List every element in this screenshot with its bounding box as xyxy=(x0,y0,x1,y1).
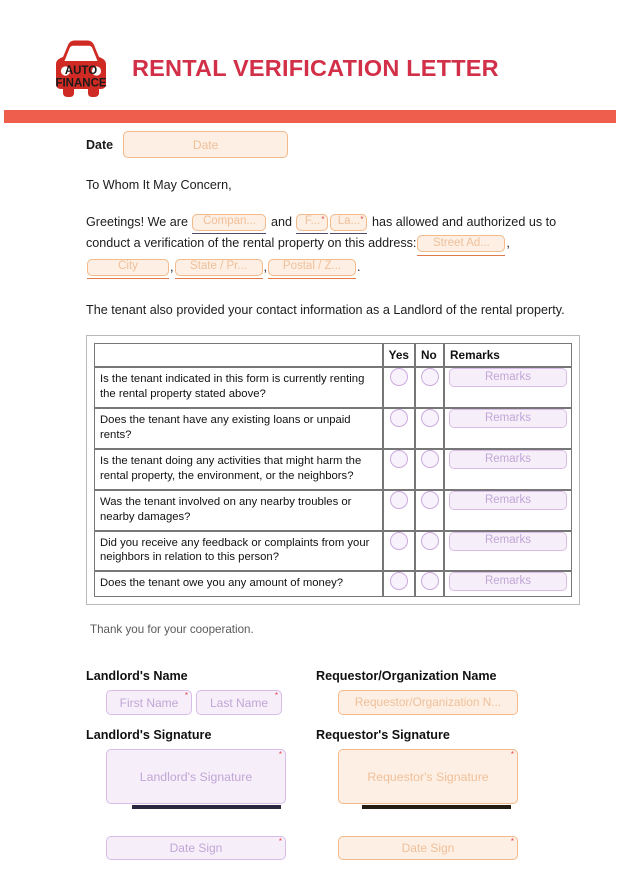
required-asterisk-icon: * xyxy=(321,214,325,224)
greeting-text-2: and xyxy=(270,214,292,229)
remarks-cell xyxy=(444,490,572,531)
remarks-input[interactable]: Remarks xyxy=(449,532,567,551)
no-radio-cell[interactable] xyxy=(415,367,444,408)
required-asterisk-icon: * xyxy=(184,691,188,701)
required-asterisk-icon: * xyxy=(274,691,278,701)
company-field-wrap xyxy=(192,213,266,235)
radio-yes-icon[interactable] xyxy=(390,491,408,509)
landlord-signature-input[interactable] xyxy=(106,749,286,804)
last-name-field-wrap xyxy=(330,213,367,235)
contact-note-text: The tenant also provided your contact information as a Landlord of the rental property. xyxy=(86,303,565,318)
landlord-signature-placeholder: Landlord's Signature xyxy=(139,769,253,784)
radio-no-icon[interactable] xyxy=(421,491,439,509)
no-radio-cell[interactable] xyxy=(415,531,444,572)
table-row xyxy=(94,571,572,597)
remarks-input[interactable]: Remarks xyxy=(449,450,567,469)
table-header-yes: Yes xyxy=(383,343,415,367)
landlord-last-name-input[interactable] xyxy=(196,690,282,715)
remarks-cell xyxy=(444,367,572,408)
address-line-2 xyxy=(86,258,580,280)
greeting-text-3: has allowed and authorized xyxy=(371,214,526,229)
requestor-signature-baseline xyxy=(362,805,511,809)
requestor-organization-input[interactable]: Requestor/Organization N... xyxy=(338,690,518,715)
no-radio-cell[interactable] xyxy=(415,571,444,597)
table-row xyxy=(94,367,572,408)
page-title: RENTAL VERIFICATION LETTER xyxy=(132,55,499,82)
table-row xyxy=(94,490,572,531)
tenant-first-name-input[interactable] xyxy=(296,214,328,231)
no-radio-cell[interactable] xyxy=(415,490,444,531)
question-text: Is the tenant indicated in this form is currently renting the rental property stated above? xyxy=(94,367,383,408)
landlord-last-name-placeholder: Last Name xyxy=(209,695,269,710)
company-input[interactable]: Compan... xyxy=(192,214,266,231)
street-address-input[interactable]: Street Ad... xyxy=(417,235,505,252)
postal-field-wrap xyxy=(268,258,356,280)
table-row xyxy=(94,531,572,572)
state-province-input[interactable]: State / Pr... xyxy=(175,259,263,276)
requestor-signature-input[interactable] xyxy=(338,749,518,804)
requestor-signature-heading: Requestor's Signature xyxy=(316,728,450,743)
table-header-no: No xyxy=(415,343,444,367)
requestor-name-heading: Requestor/Organization Name xyxy=(316,669,497,684)
landlord-signature-heading: Landlord's Signature xyxy=(86,728,212,743)
postal-zip-input[interactable]: Postal / Z... xyxy=(268,259,356,276)
radio-no-icon[interactable] xyxy=(421,532,439,550)
landlord-date-sign-wrap xyxy=(86,836,312,860)
question-text: Was the tenant involved on any nearby troubles or nearby damages? xyxy=(94,490,383,531)
period-1: . xyxy=(357,259,361,274)
car-logo-icon xyxy=(48,38,114,100)
tenant-last-name-placeholder: La... xyxy=(337,215,361,228)
header-accent-bar xyxy=(4,110,616,123)
first-name-field-wrap xyxy=(296,213,328,235)
document-body xyxy=(0,131,620,860)
remarks-cell xyxy=(444,571,572,597)
yes-radio-cell[interactable] xyxy=(383,490,415,531)
greeting-text-1: Greetings! We are xyxy=(86,214,188,229)
comma-3: , xyxy=(263,259,267,274)
question-text: Is the tenant doing any activities that might harm the rental property, the environment, or the neighbors? xyxy=(94,449,383,490)
signature-section xyxy=(86,669,580,860)
requestor-date-sign-wrap xyxy=(316,836,542,860)
landlord-name-row xyxy=(86,690,312,715)
tenant-first-name-placeholder: F... xyxy=(304,215,321,228)
greeting-text-4: us to conduct a verification of the rental property on this address: xyxy=(86,214,557,251)
logo-text-auto: AUTO xyxy=(64,65,98,77)
landlord-column xyxy=(86,669,312,860)
state-field-wrap xyxy=(175,258,263,280)
logo-text-finance: FINANCE xyxy=(55,77,107,90)
comma-2: , xyxy=(170,259,174,274)
greeting-paragraph xyxy=(86,213,580,280)
thank-you-text: Thank you for your cooperation. xyxy=(90,623,254,637)
remarks-input[interactable]: Remarks xyxy=(449,491,567,510)
required-asterisk-icon: * xyxy=(360,214,364,224)
remarks-input[interactable]: Remarks xyxy=(449,572,567,591)
requestor-date-sign-placeholder: Date Sign xyxy=(401,841,455,856)
radio-no-icon[interactable] xyxy=(421,572,439,590)
radio-yes-icon[interactable] xyxy=(390,368,408,386)
table-header-question xyxy=(94,343,383,367)
radio-no-icon[interactable] xyxy=(421,368,439,386)
yes-radio-cell[interactable] xyxy=(383,531,415,572)
remarks-cell xyxy=(444,531,572,572)
document-header xyxy=(0,0,620,100)
no-radio-cell[interactable] xyxy=(415,449,444,490)
questionnaire-container xyxy=(86,335,580,605)
radio-yes-icon[interactable] xyxy=(390,409,408,427)
date-label: Date xyxy=(86,137,114,152)
salutation-text: To Whom It May Concern, xyxy=(86,178,232,192)
comma-1: , xyxy=(506,236,510,251)
date-input[interactable]: Date xyxy=(123,131,288,158)
remarks-input[interactable]: Remarks xyxy=(449,409,567,428)
yes-radio-cell[interactable] xyxy=(383,571,415,597)
tenant-last-name-input[interactable] xyxy=(330,214,367,231)
radio-yes-icon[interactable] xyxy=(390,450,408,468)
landlord-first-name-placeholder: First Name xyxy=(119,695,179,710)
landlord-date-sign-input[interactable] xyxy=(106,836,286,860)
yes-radio-cell[interactable] xyxy=(383,408,415,449)
city-input[interactable]: City xyxy=(87,259,169,276)
street-field-wrap xyxy=(417,234,505,256)
landlord-signature-baseline xyxy=(132,805,281,809)
landlord-name-heading: Landlord's Name xyxy=(86,669,188,684)
date-row xyxy=(86,131,580,158)
table-row xyxy=(94,408,572,449)
questionnaire-table xyxy=(94,343,572,597)
table-header-row xyxy=(94,343,572,367)
required-asterisk-icon: * xyxy=(510,750,514,760)
landlord-date-sign-placeholder: Date Sign xyxy=(169,841,223,856)
required-asterisk-icon: * xyxy=(278,750,282,760)
radio-no-icon[interactable] xyxy=(421,450,439,468)
requestor-signature-wrap xyxy=(316,749,542,804)
yes-radio-cell[interactable] xyxy=(383,367,415,408)
landlord-signature-wrap xyxy=(86,749,312,804)
radio-yes-icon[interactable] xyxy=(390,572,408,590)
question-text: Does the tenant have any existing loans or unpaid rents? xyxy=(94,408,383,449)
requestor-name-row xyxy=(316,690,542,715)
radio-no-icon[interactable] xyxy=(421,409,439,427)
remarks-cell xyxy=(444,408,572,449)
yes-radio-cell[interactable] xyxy=(383,449,415,490)
question-text: Did you receive any feedback or complaints from your neighbors in relation to this person? xyxy=(94,531,383,572)
city-field-wrap xyxy=(87,258,169,280)
remarks-cell xyxy=(444,449,572,490)
no-radio-cell[interactable] xyxy=(415,408,444,449)
question-text: Does the tenant owe you any amount of money? xyxy=(94,571,383,597)
required-asterisk-icon: * xyxy=(510,837,514,847)
remarks-input[interactable]: Remarks xyxy=(449,368,567,387)
table-row xyxy=(94,449,572,490)
requestor-column xyxy=(316,669,542,860)
requestor-signature-placeholder: Requestor's Signature xyxy=(367,769,489,784)
auto-finance-logo xyxy=(48,38,114,100)
radio-yes-icon[interactable] xyxy=(390,532,408,550)
questionnaire-body xyxy=(94,367,572,597)
table-header-remarks: Remarks xyxy=(444,343,572,367)
landlord-first-name-input[interactable] xyxy=(106,690,192,715)
requestor-date-sign-input[interactable] xyxy=(338,836,518,860)
required-asterisk-icon: * xyxy=(278,837,282,847)
